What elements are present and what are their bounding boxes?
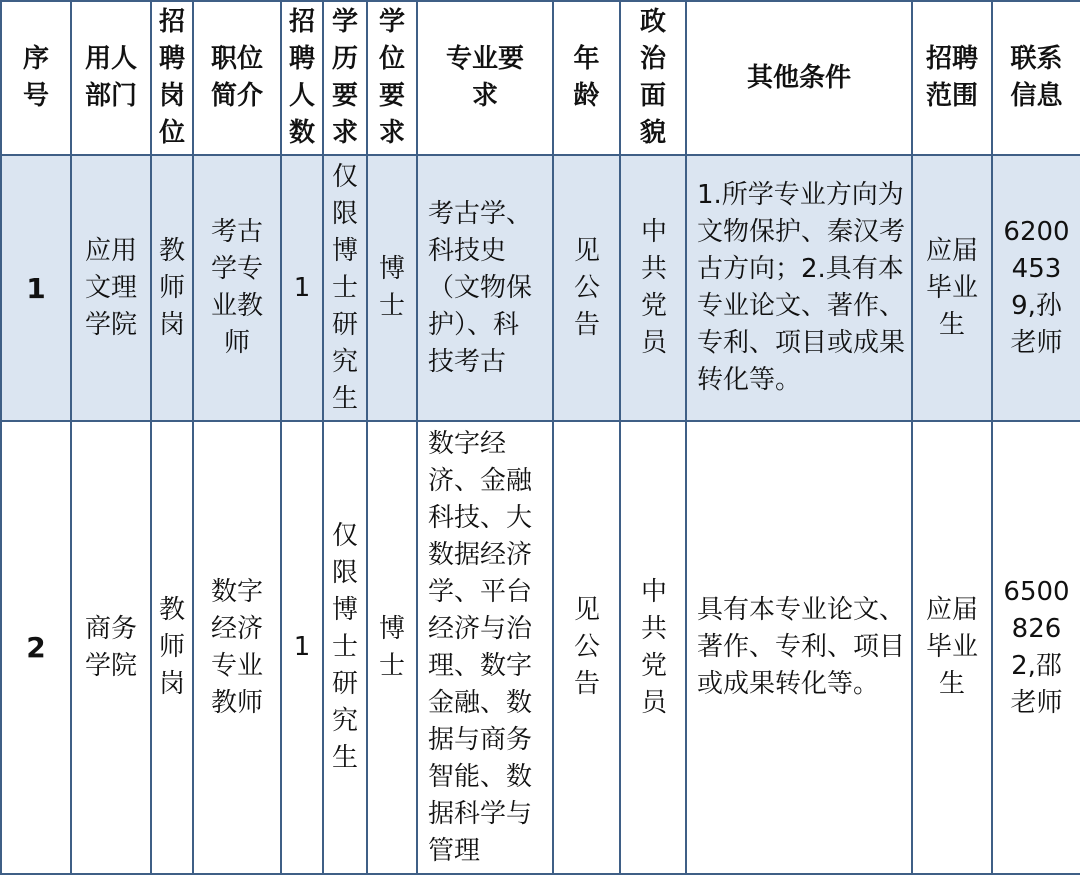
cell-scope: 应届毕业生	[912, 421, 992, 874]
cell-no: 1	[1, 155, 71, 421]
cell-education: 仅限博士研究生	[323, 421, 367, 874]
cell-degree: 博士	[367, 421, 417, 874]
cell-other: 具有本专业论文、著作、专利、项目或成果转化等。	[686, 421, 912, 874]
cell-count: 1	[281, 421, 323, 874]
table-row	[1, 155, 1080, 421]
header-cell-politics: 政治面貌	[620, 1, 686, 155]
cell-intro: 考古学专业教师	[193, 155, 281, 421]
cell-politics: 中共党员	[620, 155, 686, 421]
table-row	[1, 421, 1080, 874]
cell-post: 教师岗	[151, 155, 193, 421]
cell-education: 仅限博士研究生	[323, 155, 367, 421]
cell-dept: 商务学院	[71, 421, 151, 874]
cell-major: 考古学、科技史（文物保护）、科技考古	[417, 155, 553, 421]
cell-politics: 中共党员	[620, 421, 686, 874]
header-cell-major: 专业要求	[417, 1, 553, 155]
cell-age: 见公告	[553, 155, 620, 421]
header-cell-intro: 职位简介	[193, 1, 281, 155]
header-cell-no: 序号	[1, 1, 71, 155]
cell-post: 教师岗	[151, 421, 193, 874]
header-row	[1, 1, 1080, 155]
cell-degree: 博士	[367, 155, 417, 421]
header-cell-dept: 用人部门	[71, 1, 151, 155]
header-cell-age: 年龄	[553, 1, 620, 155]
header-cell-degree: 学位要求	[367, 1, 417, 155]
cell-age: 见公告	[553, 421, 620, 874]
cell-count: 1	[281, 155, 323, 421]
header-cell-count: 招聘人数	[281, 1, 323, 155]
cell-contact: 62004539,孙老师	[992, 155, 1080, 421]
header-cell-contact: 联系信息	[992, 1, 1080, 155]
cell-contact: 65008262,邵老师	[992, 421, 1080, 874]
cell-other: 1.所学专业方向为文物保护、秦汉考古方向；2.具有本专业论文、著作、专利、项目或成果转化等。	[686, 155, 912, 421]
header-cell-scope: 招聘范围	[912, 1, 992, 155]
header-cell-other: 其他条件	[686, 1, 912, 155]
cell-major: 数字经济、金融科技、大数据经济学、平台经济与治理、数字金融、数据与商务智能、数据科学与管理	[417, 421, 553, 874]
cell-dept: 应用文理学院	[71, 155, 151, 421]
cell-intro: 数字经济专业教师	[193, 421, 281, 874]
header-cell-post: 招聘岗位	[151, 1, 193, 155]
cell-scope: 应届毕业生	[912, 155, 992, 421]
cell-no: 2	[1, 421, 71, 874]
header-cell-education: 学历要求	[323, 1, 367, 155]
